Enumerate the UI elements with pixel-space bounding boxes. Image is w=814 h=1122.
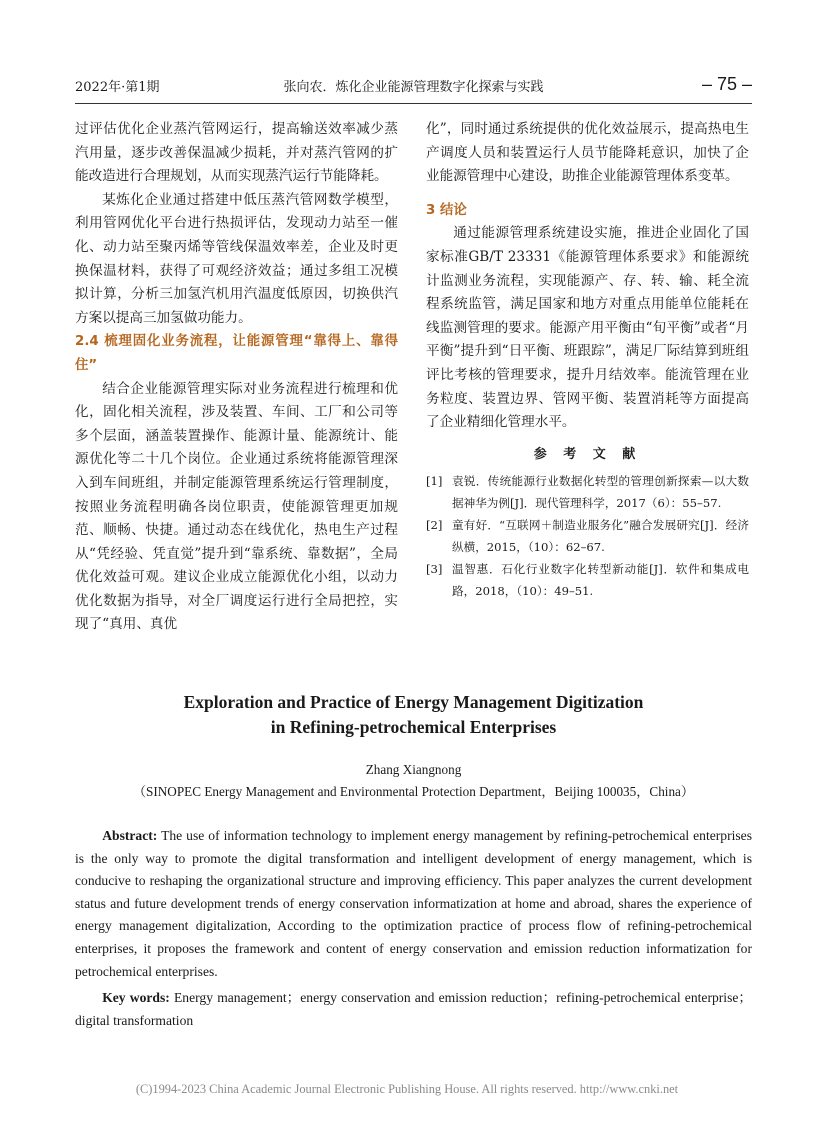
reference-item [426,514,749,558]
english-title-line-2: in Refining-petrochemical Enterprises [270,717,557,737]
english-affiliation: （SINOPEC Energy Management and Environmental Protection Department，Beijing 100035，China） [132,784,695,799]
left-paragraph-1: 过评估优化企业蒸汽管网运行，提高输送效率减少蒸汽用量，逐步改善保温减少损耗，并对蒸汽管网的扩能改造进行合理规划，从而实现蒸汽运行节能降耗。 [75,121,398,185]
abstract-label: Abstract: [102,828,158,843]
running-title: 张向农．炼化企业能源管理数字化探索与实践 [283,80,544,95]
reference-item [426,470,749,514]
page-number: – 75 – [701,74,752,94]
english-author: Zhang Xiangnong [365,762,462,777]
reference-item [426,558,749,602]
page-header [75,74,752,100]
reference-number: [2] [426,518,443,533]
left-paragraph-2: 某炼化企业通过搭建中低压蒸汽管网数学模型，利用管网优化平台进行热损评估，发现动力站至一催化、动力站至聚丙烯等管线保温效率差，企业及时更换保温材料，获得了可观经济效益；通过多组工况模拟计算，分析三加氢汽机用汽温度低原因，切换供汽方案以提高三加氢做功能力。 [75,191,398,326]
abstract-text: The use of information technology to implement energy management by refining-petrochemical enterprises is the only way to promote the digital transformation and intelligent development of energy management, which is conducive to reshaping the organizational structure and improving efficiency. This paper analyzes the current development status and future development trends of energy conservation informatization at home and abroad, shares the experience of energy management digitalization, According to the optimization practice of process flow of refining-petrochemical enterprises, it proposes the framework and content of energy conservation and emission reduction informatization for petrochemical enterprises. [75,828,753,979]
right-paragraph-2: 通过能源管理系统建设实施，推进企业固化了国家标准GB/T 23331《能源管理体系要求》和能源统计监测业务流程，实现能源产、存、转、输、耗全流程系统监管，满足国家和地方对重点用能单位能耗在线监测管理的要求。能源产用平衡由“旬平衡”或者“月平衡”提升到“日平衡、班跟踪”，满足厂际结算到班组评比考核的管理要求，提升月结效率。能流管理在业务粒度、装置边界、管网平衡、装置消耗等方面提高了企业精细化管理水平。 [426,225,749,431]
english-title [75,690,752,740]
keywords-paragraph [75,987,752,1032]
header-divider [75,103,752,104]
journal-issue: 2022年·第1期 [75,80,160,95]
section-heading-2-4: 2.4 梳理固化业务流程，让能源管理“靠得上、靠得住” [75,334,398,373]
references-title: 参 考 文 献 [533,446,642,462]
english-abstract [75,825,752,1032]
left-column [75,118,398,637]
keywords-label: Key words: [102,990,170,1006]
left-paragraph-3: 结合企业能源管理实际对业务流程进行梳理和优化，固化相关流程，涉及装置、车间、工厂和公司等多个层面，涵盖装置操作、能源计量、能源统计、能源优化等二十几个岗位。企业通过系统将能源管理深入到车间班组，并制定能源管理系统运行管理制度，按照业务流程明确各岗位职责，使能源管理更加规范、顺畅、快捷。通过动态在线优化，热电生产过程从“凭经验、凭直觉”提升到“靠系统、靠数据”，全局优化效益可观。建议企业成立能源优化小组，以动力优化数据为指导，对全厂调度运行进行全局把控，实现了“真用、真优 [75,380,398,633]
reference-text: 温智惠．石化行业数字化转型新动能[J]．软件和集成电路，2018，（10）：49–51. [452,562,749,599]
references-list [426,470,749,602]
abstract-paragraph [75,825,752,983]
reference-number: [3] [426,562,443,577]
right-column [426,118,749,602]
keywords-text: Energy management；energy conservation and emission reduction；refining-petrochemical enterprise；digital transformation [75,990,752,1028]
english-title-line-1: Exploration and Practice of Energy Management Digitization [183,692,644,712]
reference-text: 袁锐．传统能源行业数据化转型的管理创新探索—以大数据神华为例[J]．现代管理科学，2017（6）：55–57. [452,474,749,511]
reference-text: 童有好．“互联网＋制造业服务化”融合发展研究[J]．经济纵横，2015，（10）：62–67. [452,518,749,555]
right-paragraph-1: 化”，同时通过系统提供的优化效益展示，提高热电生产调度人员和装置运行人员节能降耗意识，加快了企业能源管理中心建设，助推企业能源管理体系变革。 [426,121,749,185]
section-heading-3: 3 结论 [426,202,467,218]
copyright-footer: (C)1994-2023 China Academic Journal Electronic Publishing House. All rights reserved. http://www.cnki.net [135,1082,679,1096]
reference-number: [1] [426,474,443,489]
